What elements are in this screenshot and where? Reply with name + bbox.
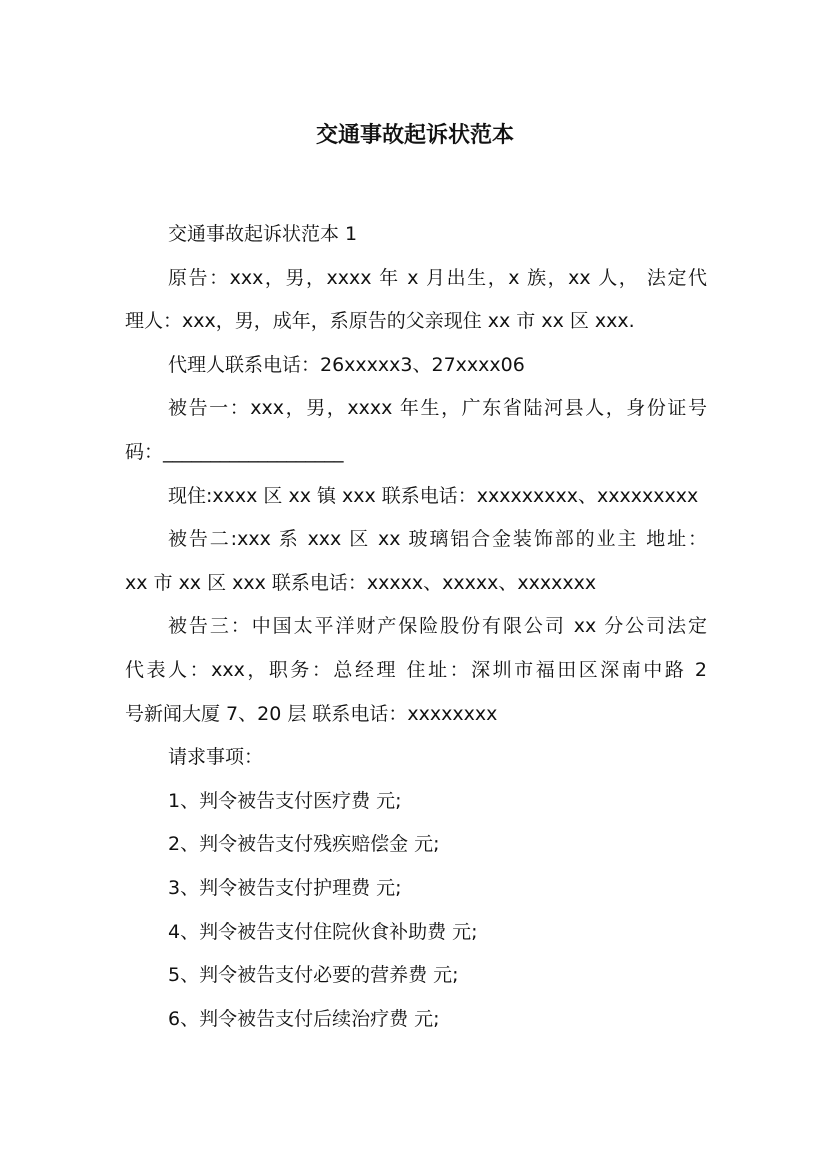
text-line: 号新闻大厦 7、20 层 联系电话：xxxxxxxx [125, 702, 498, 725]
paragraph [125, 387, 707, 474]
paragraph [125, 518, 707, 605]
text-line: 代理人联系电话：26xxxxx3、27xxxx06 [168, 353, 525, 376]
text-line: 现住:xxxx 区 xx 镇 xxx 联系电话：xxxxxxxxx、xxxxxxxxx [168, 484, 699, 507]
text-line: 交通事故起诉状范本 1 [168, 223, 358, 245]
paragraph [125, 344, 707, 388]
text-line: 被告三：中国太平洋财产保险股份有限公司 xx 分公司法定 [168, 615, 707, 638]
text-line: 2、判令被告支付残疾赔偿金 元; [168, 833, 440, 856]
document-title: 交通事故起诉状范本 [315, 123, 514, 148]
text-line: 4、判令被告支付住院伙食补助费 元; [168, 920, 478, 943]
paragraph [125, 475, 707, 519]
paragraph [125, 911, 707, 955]
text-line: 代表人：xxx，职务：总经理 住址：深圳市福田区深南中路 2 [125, 658, 707, 681]
paragraph [125, 257, 707, 344]
paragraph [125, 998, 707, 1042]
paragraph [125, 823, 707, 867]
paragraph [125, 780, 707, 824]
text-line: 被告一：xxx，男，xxxx 年生，广东省陆河县人，身份证号 [168, 397, 707, 420]
text-line: 1、判令被告支付医疗费 元; [168, 789, 402, 812]
text-line: 6、判令被告支付后续治疗费 元; [168, 1007, 440, 1030]
text-line: 原告：xxx，男，xxxx 年 x 月出生，x 族，xx 人， 法定代 [168, 266, 707, 289]
text-line: 3、判令被告支付护理费 元; [168, 876, 402, 899]
text-line: 5、判令被告支付必要的营养费 元; [168, 964, 459, 987]
text-line: 被告二:xxx 系 xxx 区 xx 玻璃铝合金装饰部的业主 地址： [168, 528, 707, 551]
text-line: 请求事项： [168, 746, 264, 769]
document-body [125, 213, 707, 1041]
paragraph [125, 954, 707, 998]
paragraph [125, 736, 707, 780]
paragraph [125, 213, 707, 257]
text-line: xx 市 xx 区 xxx 联系电话：xxxxx、xxxxx、xxxxxxx [125, 571, 597, 594]
text-line: 理人：xxx，男，成年，系原告的父亲现住 xx 市 xx 区 xxx. [125, 310, 635, 333]
text-line: 码：___________________ [125, 440, 344, 463]
paragraph [125, 605, 707, 736]
paragraph [125, 867, 707, 911]
